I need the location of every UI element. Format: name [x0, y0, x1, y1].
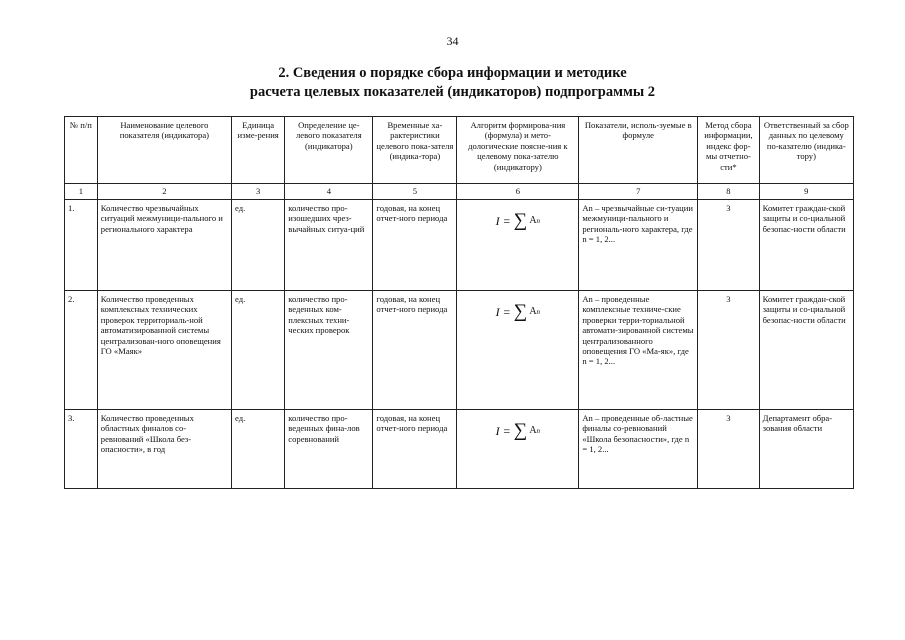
sum-formula	[460, 301, 575, 322]
page-number: 34	[446, 34, 459, 48]
responsible: Комитет граждан-ской защиты и со-циальной безопас-ности области	[759, 200, 853, 291]
formula-term: A	[529, 214, 537, 226]
formula-term: A	[529, 305, 537, 317]
formula-indicators: An – проведенные об-ластные финалы со-ревнований «Школа безопасности», где n = 1, 2...	[579, 410, 698, 489]
formula-lhs: I =	[495, 213, 511, 228]
column-number-row	[65, 184, 854, 200]
header-cell: Алгоритм формирова-ния (формула) и мето-дологические поясне-ния к целевому пока-зателю (индикатору)	[457, 117, 579, 184]
collection-method: 3	[698, 410, 759, 489]
collection-method: 3	[698, 200, 759, 291]
table-row	[65, 410, 854, 489]
row-number: 3.	[65, 410, 98, 489]
indicators-table	[64, 116, 854, 489]
timing: годовая, на конец отчет-ного периода	[373, 200, 457, 291]
formula-subscript: n	[536, 307, 541, 316]
definition: количество про-веденных фина-лов соревнований	[285, 410, 373, 489]
header-cell: Единица изме-рения	[232, 117, 285, 184]
definition: количество про-изошедших чрез-вычайных ситуа-ций	[285, 200, 373, 291]
header-cell: Временные ха-рактеристики целевого пока-зателя (индика-тора)	[373, 117, 457, 184]
sigma-symbol: ∑	[513, 301, 528, 322]
formula-term: A	[529, 424, 537, 436]
timing: годовая, на конец отчет-ного периода	[373, 410, 457, 489]
timing: годовая, на конец отчет-ного периода	[373, 291, 457, 410]
collection-method: 3	[698, 291, 759, 410]
definition: количество про-веденных ком-плексных техни-ческих проверок	[285, 291, 373, 410]
column-number: 2	[97, 184, 231, 200]
document-title	[0, 64, 905, 102]
formula-subscript: n	[536, 426, 541, 435]
column-number: 3	[232, 184, 285, 200]
unit: ед.	[232, 291, 285, 410]
formula-subscript: n	[536, 216, 541, 225]
sigma-symbol: ∑	[513, 210, 528, 231]
sum-formula	[460, 210, 575, 231]
column-number: 8	[698, 184, 759, 200]
column-number: 4	[285, 184, 373, 200]
formula-lhs: I =	[495, 423, 511, 438]
indicator-name: Количество чрезвычайных ситуаций межмуници-пального и регионального характера	[97, 200, 231, 291]
header-cell: Ответственный за сбор данных по целевому по-казателю (индика-тору)	[759, 117, 853, 184]
title-line-2: расчета целевых показателей (индикаторов) подпрограммы 2	[249, 84, 656, 100]
formula-cell	[457, 291, 579, 410]
responsible: Департамент обра-зования области	[759, 410, 853, 489]
unit: ед.	[232, 410, 285, 489]
indicator-name: Количество проведенных областных финалов со-ревнований «Школа без-опасности», в год	[97, 410, 231, 489]
column-number: 9	[759, 184, 853, 200]
column-number: 6	[457, 184, 579, 200]
sum-formula	[460, 420, 575, 441]
header-cell: Наименование целевого показателя (индикатора)	[97, 117, 231, 184]
indicator-name: Количество проведенных комплексных технических проверок территориаль-ной автоматизированной системы централизован-ного оповещения ГО «Маяк»	[97, 291, 231, 410]
header-cell: № п/п	[65, 117, 98, 184]
title-line-1: 2. Сведения о порядке сбора информации и методике	[278, 65, 627, 81]
formula-cell	[457, 410, 579, 489]
formula-indicators: An – чрезвычайные си-туации межмуници-пального и региональ-ного характера, где n = 1, 2...	[579, 200, 698, 291]
formula-indicators: An – проведенные комплексные техниче-ские проверки терри-ториальной автомати-зированной системы централизованного оповещения ГО «Ма-як», где n = 1, 2...	[579, 291, 698, 410]
header-row	[65, 117, 854, 184]
header-cell: Метод сбора информации, индекс фор-мы отчетно-сти*	[698, 117, 759, 184]
table-row	[65, 291, 854, 410]
column-number: 7	[579, 184, 698, 200]
formula-lhs: I =	[495, 304, 511, 319]
row-number: 1.	[65, 200, 98, 291]
unit: ед.	[232, 200, 285, 291]
header-cell: Показатели, исполь-зуемые в формуле	[579, 117, 698, 184]
row-number: 2.	[65, 291, 98, 410]
responsible: Комитет граждан-ской защиты и со-циальной безопас-ности области	[759, 291, 853, 410]
header-cell: Определение це-левого показателя (индикатора)	[285, 117, 373, 184]
table-row	[65, 200, 854, 291]
sigma-symbol: ∑	[513, 420, 528, 441]
column-number: 1	[65, 184, 98, 200]
column-number: 5	[373, 184, 457, 200]
formula-cell	[457, 200, 579, 291]
